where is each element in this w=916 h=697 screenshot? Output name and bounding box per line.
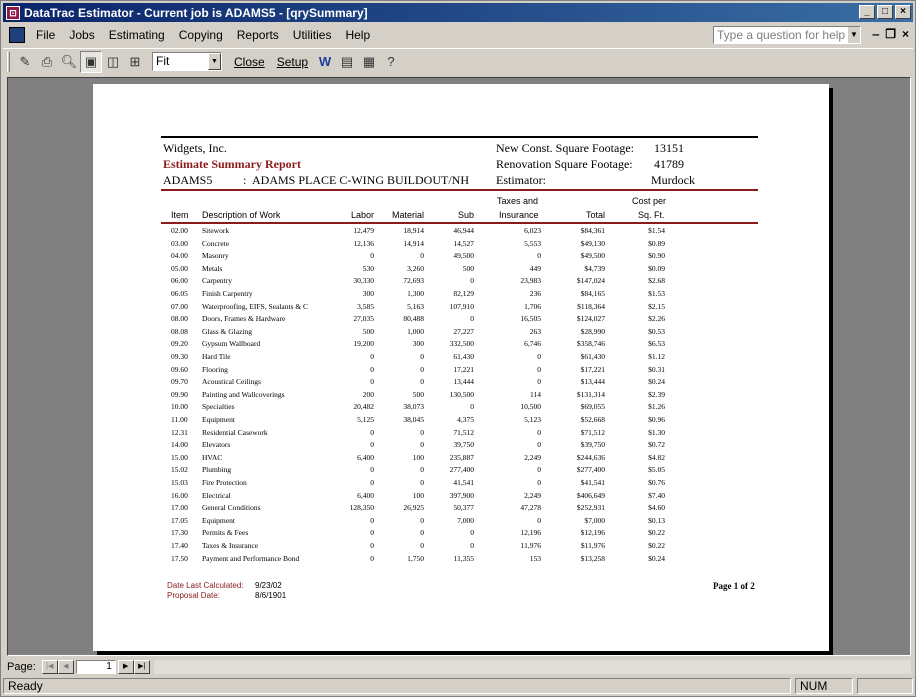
status-text: Ready — [3, 678, 791, 694]
row-material: 1,300 — [407, 289, 424, 298]
row-item: 17.05 — [171, 515, 188, 525]
row-labor: 20,482 — [353, 402, 374, 412]
row-labor: 0 — [370, 478, 374, 487]
row-material: 3,260 — [407, 263, 424, 273]
row-item: 17.40 — [171, 541, 188, 550]
row-taxes: 5,553 — [524, 238, 541, 248]
row-taxes: 0 — [537, 465, 541, 475]
row-description: Permits & Fees — [202, 528, 249, 538]
menu-file[interactable]: File — [36, 28, 56, 42]
row-description: Equipment — [202, 415, 235, 424]
row-taxes: 449 — [529, 263, 541, 273]
two-pages-icon[interactable]: ◫ — [106, 53, 120, 69]
row-description: Acoustical Ceilings — [202, 377, 261, 387]
row-description: Specialties — [202, 402, 235, 412]
zoom-value: Fit — [156, 54, 170, 68]
database-window-icon[interactable]: ▤ — [340, 53, 354, 69]
row-description: Residential Casework — [202, 427, 268, 437]
page-setup-button[interactable]: Setup — [276, 54, 309, 69]
col-taxes-l2: Insurance — [499, 210, 539, 220]
row-description: Elevators — [202, 440, 231, 450]
row-material: 14,914 — [403, 238, 424, 248]
row-sub: 50,377 — [453, 503, 474, 513]
row-sub: 332,500 — [449, 339, 474, 349]
row-item: 04.00 — [171, 251, 188, 261]
row-description: Payment and Performance Bond — [202, 553, 300, 563]
menu-copying[interactable]: Copying — [178, 28, 223, 42]
row-description: Glass & Glazing — [202, 326, 252, 336]
title-bar — [3, 3, 913, 22]
estimator-label: Estimator: — [496, 173, 546, 187]
row-material: 38,073 — [403, 402, 424, 412]
row-description: Gypsum Wallboard — [202, 339, 261, 349]
row-material: 18,914 — [403, 226, 424, 235]
row-labor: 0 — [370, 553, 374, 563]
row-description: Doors, Frames & Hardware — [202, 314, 286, 324]
job-name: ADAMS PLACE C-WING BUILDOUT/NH — [252, 173, 469, 187]
next-page-button[interactable]: ▶ — [118, 660, 134, 674]
row-sub: 0 — [470, 402, 474, 412]
row-total: $7,000 — [584, 515, 605, 525]
column-header-rule — [161, 222, 758, 224]
row-material: 72,693 — [403, 276, 424, 286]
new-object-icon[interactable]: ▦ — [362, 53, 376, 69]
row-cost-per-sqft: $4.82 — [648, 452, 665, 462]
row-sub: 49,500 — [453, 251, 474, 261]
row-sub: 0 — [470, 541, 474, 550]
row-total: $4,739 — [584, 263, 605, 273]
row-labor: 200 — [362, 389, 374, 399]
one-page-icon[interactable]: ▣ — [80, 51, 102, 73]
row-total: $11,976 — [580, 541, 605, 550]
date-calc-value: 9/23/02 — [255, 581, 282, 590]
minimize-button[interactable]: _ — [859, 5, 875, 19]
renovation-label: Renovation Square Footage: — [496, 157, 633, 171]
row-description: HVAC — [202, 452, 223, 462]
row-material: 0 — [420, 352, 424, 361]
row-description: Concrete — [202, 238, 230, 248]
row-taxes: 0 — [537, 377, 541, 387]
row-total: $49,130 — [580, 238, 605, 248]
row-labor: 12,136 — [353, 238, 374, 248]
row-total: $13,258 — [580, 553, 605, 563]
row-sub: 71,512 — [453, 427, 474, 437]
row-total: $118,364 — [577, 301, 605, 311]
menu-reports[interactable]: Reports — [236, 28, 279, 42]
row-material: 0 — [420, 465, 424, 475]
row-material: 0 — [420, 541, 424, 550]
menu-utilities[interactable]: Utilities — [292, 28, 332, 42]
row-sub: 0 — [470, 276, 474, 286]
row-cost-per-sqft: $2.15 — [648, 301, 665, 311]
row-material: 0 — [420, 427, 424, 437]
row-total: $49,500 — [580, 251, 605, 261]
row-description: Plumbing — [202, 465, 232, 475]
row-description: Finish Carpentry — [202, 289, 253, 298]
row-labor: 6,400 — [357, 452, 374, 462]
job-code: ADAMS5 — [163, 173, 213, 187]
menu-estimating[interactable]: Estimating — [108, 28, 165, 42]
row-labor: 27,035 — [353, 314, 374, 324]
row-total: $84,361 — [580, 226, 605, 235]
row-labor: 0 — [370, 515, 374, 525]
row-taxes: 263 — [529, 326, 541, 336]
row-description: Fire Protection — [202, 478, 247, 487]
row-taxes: 236 — [529, 289, 541, 298]
row-item: 14.00 — [171, 440, 188, 450]
row-taxes: 6,023 — [524, 226, 541, 235]
row-taxes: 0 — [537, 515, 541, 525]
chevron-down-icon[interactable]: ▼ — [208, 53, 221, 70]
page-navigation — [7, 658, 911, 675]
row-material: 0 — [420, 478, 424, 487]
row-taxes: 0 — [537, 364, 541, 374]
row-cost-per-sqft: $0.24 — [648, 377, 665, 387]
row-sub: 500 — [462, 263, 474, 273]
row-cost-per-sqft: $0.22 — [648, 528, 665, 538]
row-item: 15.02 — [171, 465, 188, 475]
chevron-down-icon[interactable]: ▼ — [848, 27, 860, 43]
row-labor: 6,400 — [357, 490, 374, 500]
row-description: Carpentry — [202, 276, 232, 286]
mdi-restore-button[interactable]: ❐ — [885, 27, 896, 41]
row-sub: 277,400 — [449, 465, 474, 475]
row-sub: 107,910 — [449, 301, 474, 311]
col-taxes-l1: Taxes and — [497, 196, 539, 206]
row-taxes: 23,983 — [520, 276, 541, 286]
row-taxes: 10,500 — [520, 402, 541, 412]
row-cost-per-sqft: $4.60 — [648, 503, 665, 513]
row-total: $406,649 — [576, 490, 605, 500]
row-cost-per-sqft: $1.54 — [648, 226, 665, 235]
renovation-value: 41789 — [654, 157, 684, 171]
preview-workspace[interactable] — [7, 77, 911, 656]
row-total: $28,990 — [580, 326, 605, 336]
row-cost-per-sqft: $1.12 — [648, 352, 665, 361]
row-labor: 0 — [370, 364, 374, 374]
row-total: $124,027 — [576, 314, 605, 324]
row-taxes: 6,746 — [524, 339, 541, 349]
row-material: 0 — [420, 251, 424, 261]
multiple-pages-icon[interactable]: ⊞ — [129, 53, 141, 69]
row-sub: 13,444 — [453, 377, 474, 387]
header-rule — [161, 189, 758, 191]
menu-bar — [3, 24, 913, 46]
row-labor: 500 — [362, 326, 374, 336]
row-item: 02.00 — [171, 226, 188, 235]
row-sub: 14,527 — [453, 238, 474, 248]
row-cost-per-sqft: $0.76 — [648, 478, 665, 487]
row-sub: 0 — [470, 314, 474, 324]
zoom-select[interactable] — [152, 52, 222, 71]
row-total: $358,746 — [576, 339, 605, 349]
row-cost-per-sqft: $5.05 — [648, 465, 665, 475]
row-cost-per-sqft: $1.30 — [648, 427, 665, 437]
row-item: 17.00 — [171, 503, 188, 513]
job-separator: : — [243, 173, 247, 187]
row-sub: 41,541 — [453, 478, 474, 487]
row-description: Flooring — [202, 364, 228, 374]
menu-jobs[interactable]: Jobs — [69, 28, 95, 42]
row-material: 38,045 — [403, 415, 424, 424]
row-labor: 0 — [370, 352, 374, 361]
row-cost-per-sqft: $2.26 — [648, 314, 665, 324]
row-sub: 27,227 — [453, 326, 474, 336]
row-total: $71,512 — [580, 427, 605, 437]
row-labor: 0 — [370, 541, 374, 550]
row-total: $277,400 — [576, 465, 605, 475]
row-cost-per-sqft: $0.09 — [648, 263, 665, 273]
row-taxes: 114 — [530, 389, 541, 399]
row-sub: 46,944 — [453, 226, 474, 235]
estimator-value: Murdock — [651, 173, 695, 187]
row-sub: 17,221 — [453, 364, 474, 374]
help-placeholder: Type a question for help — [717, 28, 846, 42]
row-cost-per-sqft: $0.53 — [648, 326, 665, 336]
page-number: Page 1 of 2 — [713, 581, 755, 591]
close-preview-button[interactable]: Close — [234, 54, 265, 69]
view-icon[interactable]: ✎ — [19, 53, 31, 69]
row-labor: 300 — [362, 289, 374, 298]
row-description: Sitework — [202, 226, 230, 235]
document-icon[interactable] — [9, 27, 25, 43]
row-description: Painting and Wallcoverings — [202, 389, 285, 399]
row-total: $13,444 — [580, 377, 605, 387]
row-taxes: 0 — [537, 352, 541, 361]
col-material: Material — [391, 210, 424, 220]
row-taxes: 11,976 — [520, 541, 541, 550]
row-cost-per-sqft: $0.90 — [648, 251, 665, 261]
row-total: $131,314 — [576, 389, 605, 399]
row-labor: 0 — [370, 465, 374, 475]
row-description: Hard Tile — [202, 352, 231, 361]
row-labor: 5,125 — [357, 415, 374, 424]
row-item: 17.50 — [171, 553, 188, 563]
row-total: $12,196 — [580, 528, 605, 538]
help-question-input[interactable] — [713, 26, 861, 44]
row-taxes: 0 — [537, 478, 541, 487]
row-labor: 0 — [370, 251, 374, 261]
row-item: 08.08 — [171, 326, 188, 336]
row-cost-per-sqft: $0.24 — [648, 553, 665, 563]
row-labor: 3,585 — [357, 301, 374, 311]
print-icon[interactable]: ⎙ — [41, 53, 53, 69]
help-icon[interactable]: ? — [387, 54, 395, 69]
zoom-icon[interactable]: 🔍︎ — [60, 53, 78, 69]
row-item: 09.20 — [171, 339, 188, 349]
row-item: 09.30 — [171, 352, 188, 361]
mdi-close-button[interactable]: × — [901, 27, 909, 41]
row-labor: 12,479 — [353, 226, 374, 235]
row-material: 0 — [420, 528, 424, 538]
window-title: DataTrac Estimator - Current job is ADAMS5 - [qrySummary] — [24, 5, 368, 20]
row-material: 0 — [420, 377, 424, 387]
print-preview-toolbar — [3, 48, 913, 74]
row-description: Metals — [202, 263, 223, 273]
row-cost-per-sqft: $1.53 — [648, 289, 665, 298]
toolbar-grip[interactable] — [7, 52, 10, 72]
row-material: 100 — [412, 490, 424, 500]
col-description: Description of Work — [202, 210, 281, 220]
row-cost-per-sqft: $6.53 — [648, 339, 665, 349]
col-cost-l2: Sq. Ft. — [638, 210, 665, 220]
proposal-date-label: Proposal Date: — [167, 591, 220, 600]
company-name: Widgets, Inc. — [163, 141, 227, 155]
row-taxes: 2,249 — [524, 452, 541, 462]
col-cost-l1: Cost per — [632, 196, 667, 206]
status-extra-pane — [857, 678, 913, 694]
report-page — [93, 84, 829, 651]
row-cost-per-sqft: $2.68 — [648, 276, 665, 286]
maximize-button[interactable]: □ — [877, 5, 893, 19]
row-sub: 61,430 — [453, 352, 474, 361]
row-item: 09.90 — [171, 389, 188, 399]
office-links-icon[interactable]: W — [318, 54, 332, 69]
row-item: 09.70 — [171, 377, 188, 387]
row-item: 11.00 — [171, 415, 188, 424]
mdi-minimize-button[interactable]: ‒ — [872, 27, 880, 41]
row-sub: 39,750 — [453, 440, 474, 450]
row-total: $84,165 — [580, 289, 605, 298]
status-bar — [3, 677, 913, 695]
row-item: 17.30 — [171, 528, 188, 538]
row-item: 16.00 — [171, 490, 188, 500]
row-cost-per-sqft: $2.39 — [648, 389, 665, 399]
report-top-rule — [161, 136, 758, 138]
row-sub: 0 — [470, 528, 474, 538]
col-sub: Sub — [457, 210, 474, 220]
row-total: $52,668 — [580, 415, 605, 424]
row-material: 0 — [420, 364, 424, 374]
date-calc-label: Date Last Calculated: — [167, 581, 244, 590]
row-taxes: 12,196 — [520, 528, 541, 538]
row-material: 0 — [420, 440, 424, 450]
col-labor: Labor — [350, 210, 374, 220]
row-description: Taxes & Insurance — [202, 541, 259, 550]
page-number-input[interactable]: 1 — [76, 660, 116, 674]
row-labor: 530 — [362, 263, 374, 273]
row-item: 08.00 — [171, 314, 188, 324]
row-total: $17,221 — [580, 364, 605, 374]
row-material: 1,750 — [407, 553, 424, 563]
row-taxes: 5,123 — [524, 415, 541, 424]
row-material: 100 — [412, 452, 424, 462]
row-item: 15.03 — [171, 478, 188, 487]
row-item: 03.00 — [171, 238, 188, 248]
row-description: Equipment — [202, 515, 235, 525]
proposal-date-value: 8/6/1901 — [255, 591, 287, 600]
row-labor: 0 — [370, 528, 374, 538]
row-total: $39,750 — [580, 440, 605, 450]
row-taxes: 0 — [537, 427, 541, 437]
row-sub: 7,000 — [457, 515, 474, 525]
status-num: NUM — [795, 678, 853, 694]
row-sub: 397,900 — [449, 490, 474, 500]
row-sub: 11,355 — [453, 553, 474, 563]
row-cost-per-sqft: $0.96 — [648, 415, 665, 424]
row-cost-per-sqft: $0.72 — [648, 440, 665, 450]
previous-page-button[interactable]: ◀ — [58, 660, 74, 674]
page-label: Page: — [7, 660, 36, 673]
close-window-button[interactable]: × — [895, 5, 911, 19]
row-item: 10.00 — [171, 402, 188, 412]
new-const-value: 13151 — [654, 141, 684, 155]
row-labor: 0 — [370, 440, 374, 450]
row-item: 06.05 — [171, 289, 188, 298]
menu-help[interactable]: Help — [345, 28, 371, 42]
row-total: $147,024 — [576, 276, 605, 286]
row-total: $252,931 — [576, 503, 605, 513]
col-total: Total — [585, 210, 605, 220]
row-description: Waterproofing, EIFS, Sealants & C — [202, 301, 309, 311]
row-labor: 0 — [370, 377, 374, 387]
row-total: $41,541 — [580, 478, 605, 487]
row-taxes: 153 — [529, 553, 541, 563]
row-item: 07.00 — [171, 301, 188, 311]
last-page-button[interactable]: ▶| — [134, 660, 150, 674]
row-material: 0 — [420, 515, 424, 525]
row-item: 15.00 — [171, 452, 188, 462]
row-material: 500 — [412, 389, 424, 399]
row-sub: 4,375 — [457, 415, 474, 424]
row-taxes: 1,706 — [524, 301, 541, 311]
row-material: 5,163 — [407, 301, 424, 311]
app-icon[interactable]: ⊡ — [6, 6, 20, 20]
new-const-label: New Const. Square Footage: — [496, 141, 634, 155]
row-sub: 130,500 — [449, 389, 474, 399]
report-title: Estimate Summary Report — [163, 157, 301, 171]
row-sub: 235,887 — [449, 452, 474, 462]
row-description: General Conditions — [202, 503, 261, 513]
row-total: $69,055 — [580, 402, 605, 412]
row-taxes: 47,278 — [520, 503, 541, 513]
row-item: 06.00 — [171, 276, 188, 286]
row-total: $244,636 — [576, 452, 605, 462]
row-description: Masonry — [202, 251, 229, 261]
row-labor: 0 — [370, 427, 374, 437]
row-total: $61,430 — [580, 352, 605, 361]
row-cost-per-sqft: $0.22 — [648, 541, 665, 550]
row-item: 05.00 — [171, 263, 188, 273]
row-material: 80,488 — [403, 314, 424, 324]
row-taxes: 0 — [537, 440, 541, 450]
row-cost-per-sqft: $0.31 — [648, 364, 665, 374]
row-cost-per-sqft: $1.26 — [648, 402, 665, 412]
row-taxes: 16,505 — [520, 314, 541, 324]
horizontal-scrollbar[interactable] — [154, 660, 911, 674]
row-cost-per-sqft: $0.89 — [648, 238, 665, 248]
row-cost-per-sqft: $0.13 — [648, 515, 665, 525]
row-description: Electrical — [202, 490, 231, 500]
row-labor: 128,350 — [349, 503, 374, 513]
row-material: 1,000 — [407, 326, 424, 336]
row-labor: 19,200 — [353, 339, 374, 349]
row-taxes: 2,249 — [524, 490, 541, 500]
col-item: Item — [171, 210, 189, 220]
row-material: 26,925 — [403, 503, 424, 513]
first-page-button[interactable]: |◀ — [42, 660, 58, 674]
row-item: 12.31 — [171, 427, 188, 437]
row-cost-per-sqft: $7.40 — [648, 490, 665, 500]
row-sub: 82,129 — [453, 289, 474, 298]
row-labor: 30,330 — [353, 276, 374, 286]
row-item: 09.60 — [171, 364, 188, 374]
row-taxes: 0 — [537, 251, 541, 261]
row-material: 300 — [412, 339, 424, 349]
